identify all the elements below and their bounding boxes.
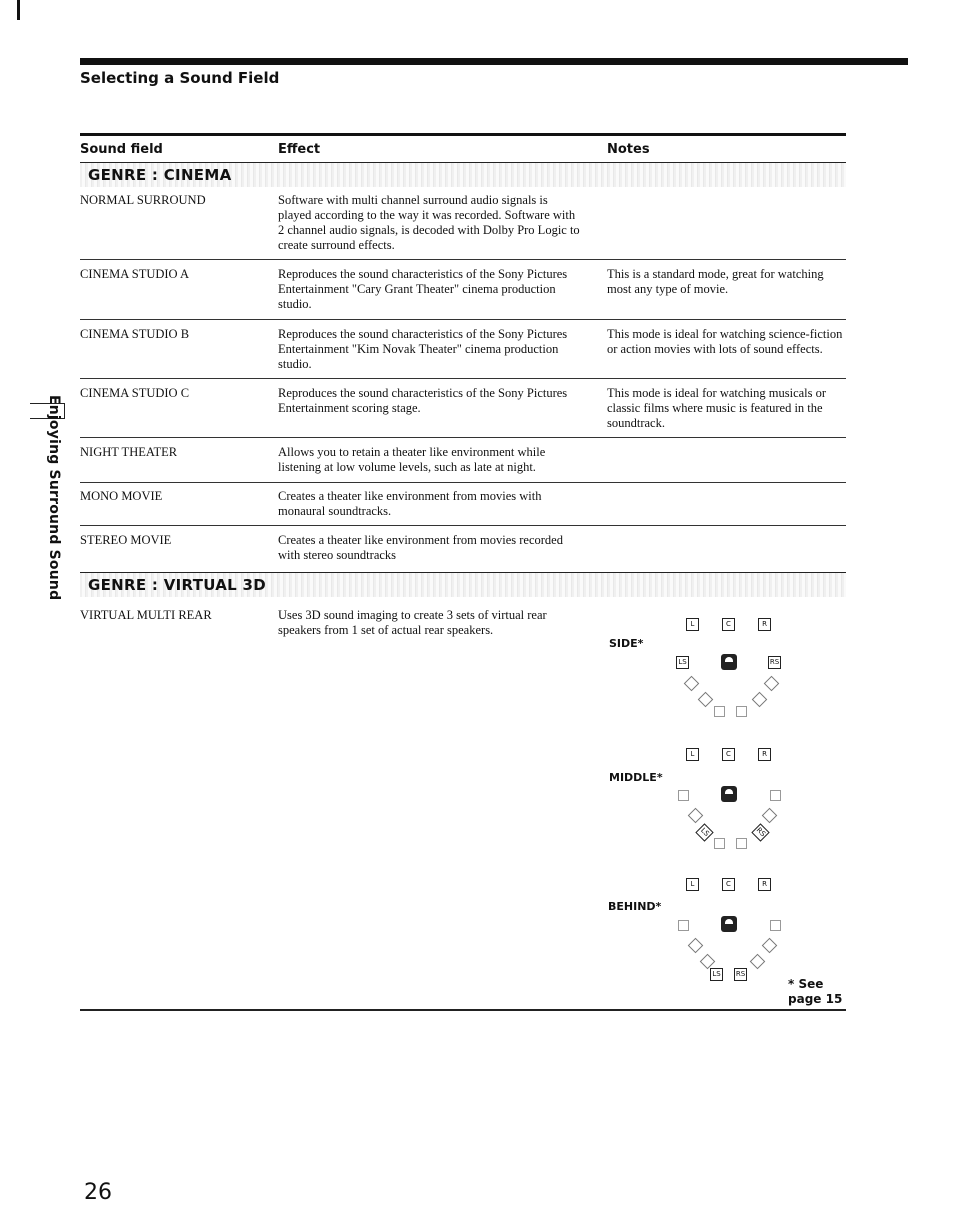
sound-field-name: CINEMA STUDIO A [80, 267, 190, 281]
virtual-speaker-icon [736, 706, 747, 717]
side-tab-label: Enjoying Surround Sound [46, 395, 62, 601]
virtual-speaker-icon [714, 706, 725, 717]
sound-field-name: VIRTUAL MULTI REAR [80, 608, 212, 622]
speaker-diagram-behind [670, 872, 790, 982]
row-divider [80, 525, 846, 526]
diagram-label-behind: BEHIND* [608, 900, 662, 913]
speaker-icon: R [758, 878, 771, 891]
speaker-icon: RS [734, 968, 747, 981]
side-tab [18, 395, 68, 635]
listener-icon [721, 654, 737, 670]
row-divider [80, 259, 846, 260]
genre-band-virtual-3d [80, 572, 846, 597]
sound-field-name: MONO MOVIE [80, 489, 163, 503]
notes-text: This is a standard mode, great for watching most any type of movie. [607, 267, 824, 296]
row-divider [80, 437, 846, 438]
speaker-diagram-middle [670, 742, 790, 852]
speaker-icon: L [686, 878, 699, 891]
speaker-icon: LS [710, 968, 723, 981]
effect-text: Allows you to retain a theater like environment while listening at low volume levels, such as late at night. [278, 445, 546, 474]
virtual-speaker-icon [678, 790, 689, 801]
speaker-icon: RS [768, 656, 781, 669]
effect-text: Software with multi channel surround audio signals is played according to the way it was recorded. Software with 2 channel audio signals, is decoded with Dolby Pro Logic to create surround effects. [278, 193, 580, 252]
genre-label: GENRE : CINEMA [88, 166, 232, 184]
listener-icon [721, 786, 737, 802]
sound-field-name: CINEMA STUDIO B [80, 327, 190, 341]
effect-text: Reproduces the sound characteristics of the Sony Pictures Entertainment "Cary Grant Theater" cinema production studio. [278, 267, 568, 311]
virtual-speaker-icon [762, 808, 778, 824]
virtual-speaker-icon [714, 838, 725, 849]
sound-field-name: STEREO MOVIE [80, 533, 172, 547]
speaker-icon: L [686, 748, 699, 761]
virtual-speaker-icon [770, 790, 781, 801]
sound-field-name: CINEMA STUDIO C [80, 386, 190, 400]
sound-field-name: NORMAL SURROUND [80, 193, 206, 207]
table-bottom-rule [80, 1009, 846, 1011]
header-sound-field: Sound field [80, 142, 163, 157]
speaker-icon: C [722, 748, 735, 761]
speaker-diagram-side [670, 612, 790, 722]
virtual-speaker-icon [762, 938, 778, 954]
speaker-icon: L [686, 618, 699, 631]
speaker-icon: LS [695, 823, 713, 841]
footnote-line: page 15 [788, 992, 843, 1006]
virtual-speaker-icon [752, 692, 768, 708]
header-effect: Effect [278, 142, 321, 157]
sound-field-name: NIGHT THEATER [80, 445, 178, 459]
virtual-speaker-icon [688, 938, 704, 954]
row-divider [80, 319, 846, 320]
speaker-icon: RS [751, 823, 769, 841]
virtual-speaker-icon [750, 954, 766, 970]
speaker-icon: LS [676, 656, 689, 669]
diagram-label-side: SIDE* [609, 637, 644, 650]
virtual-speaker-icon [736, 838, 747, 849]
header-rule [80, 133, 846, 136]
speaker-icon: R [758, 748, 771, 761]
footnote [788, 977, 842, 1007]
row-divider [80, 378, 846, 379]
effect-text: Creates a theater like environment from movies recorded with stereo soundtracks [278, 533, 563, 562]
genre-band-cinema [80, 162, 846, 187]
virtual-speaker-icon [688, 808, 704, 824]
section-title: Selecting a Sound Field [80, 69, 280, 87]
virtual-speaker-icon [700, 954, 716, 970]
effect-text: Reproduces the sound characteristics of the Sony Pictures Entertainment "Kim Novak Theater" cinema production studio. [278, 327, 568, 371]
speaker-icon: C [722, 878, 735, 891]
notes-text: This mode is ideal for watching musicals or classic films where music is featured in the soundtrack. [607, 386, 827, 430]
diagram-label-middle: MIDDLE* [609, 771, 663, 784]
listener-icon [721, 916, 737, 932]
notes-text: This mode is ideal for watching science-fiction or action movies with lots of sound effects. [607, 327, 843, 356]
header-bar [80, 58, 908, 65]
virtual-speaker-icon [764, 676, 780, 692]
genre-label: GENRE : VIRTUAL 3D [88, 576, 267, 594]
header-notes: Notes [607, 142, 650, 157]
row-divider [80, 482, 846, 483]
virtual-speaker-icon [770, 920, 781, 931]
virtual-speaker-icon [698, 692, 714, 708]
virtual-speaker-icon [678, 920, 689, 931]
virtual-speaker-icon [684, 676, 700, 692]
speaker-icon: C [722, 618, 735, 631]
crop-mark [17, 0, 20, 20]
effect-text: Creates a theater like environment from movies with monaural soundtracks. [278, 489, 542, 518]
effect-text: Reproduces the sound characteristics of the Sony Pictures Entertainment scoring stage. [278, 386, 568, 415]
effect-text: Uses 3D sound imaging to create 3 sets of virtual rear speakers from 1 set of actual rear speakers. [278, 608, 547, 637]
speaker-icon: R [758, 618, 771, 631]
footnote-line: * See [788, 977, 824, 991]
page-number: 26 [84, 1180, 112, 1205]
